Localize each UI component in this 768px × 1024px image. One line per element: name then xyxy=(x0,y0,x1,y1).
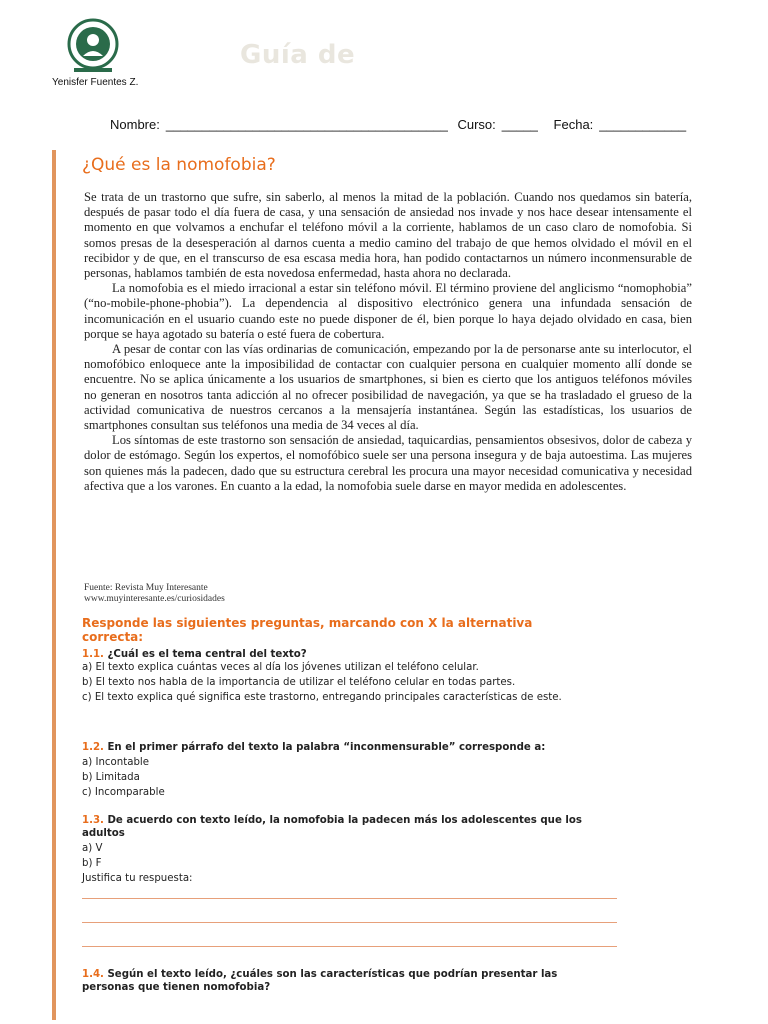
question-1-3 xyxy=(82,814,612,885)
course-label: Curso: xyxy=(457,117,496,132)
question-number: 1.3. xyxy=(82,815,104,826)
author-name: Yenisfer Fuentes Z. xyxy=(52,77,139,88)
course-field[interactable]: _____ xyxy=(501,117,538,132)
question-1-1 xyxy=(82,648,612,704)
answer-line[interactable] xyxy=(82,922,617,923)
question-number: 1.1. xyxy=(82,649,104,660)
article-paragraph: A pesar de contar con las vías ordinarias de comunicación, empezando por la de personarse ante su interlocutor, el nomofóbico enloquece ante la imposibilidad de contactar con cualquier persona en cualquier momento allí donde se encuentre. No se aplica únicamente a los usuarios de smartphones, si bien es cierto que los antiguos teléfonos móviles no generan en nosotros tanta adicción al no ofrecer posibilidad de navegación, ya que se ha trasladado el grueso de la actividad comunicativa de nuestros cercanos a la mensajería instantánea. Según las estadísticas, los usuarios de smartphones consultan sus teléfonos una media de 34 veces al día. xyxy=(84,342,692,433)
option-a[interactable]: a) El texto explica cuántas veces al día los jóvenes utilizan el teléfono celular. xyxy=(82,662,479,673)
article-source xyxy=(84,583,225,605)
question-title xyxy=(82,814,612,840)
question-text: En el primer párrafo del texto la palabra “inconmensurable” corresponde a: xyxy=(107,742,546,753)
article-body xyxy=(84,190,692,494)
article-paragraph: Se trata de un trastorno que sufre, sin saberlo, al menos la mitad de la población. Cuando nos quedamos sin batería, después de pasar todo el día fuera de casa, y una sensación de ansiedad nos invade y nos hace desear intensamente el momento en que volvamos a enchufar el teléfono móvil a la corriente, hablamos de un caso claro de nomofobia. Si somos presas de la desesperación al darnos cuenta a medio camino del trabajo de que hemos olvidado el móvil en el recibidor y de que, en el transcurso de esa escasa media hora, han podido contactarnos un número inconmensurable de personas, hablamos también de esta novedosa enfermedad, hasta ahora no declarada. xyxy=(84,190,692,281)
scan-edge xyxy=(52,150,56,1020)
instructions: Responde las siguientes preguntas, marcando con X la alternativa correcta: xyxy=(82,616,533,644)
option-c[interactable]: c) El texto explica qué significa este trastorno, entregando principales características de este. xyxy=(82,692,562,703)
school-logo xyxy=(64,18,122,74)
option-a[interactable]: a) Incontable xyxy=(82,757,150,768)
option-b[interactable]: b) El texto nos habla de la importancia de utilizar el teléfono celular en todas partes. xyxy=(82,677,516,688)
article-paragraph: Los síntomas de este trastorno son sensación de ansiedad, taquicardias, pensamientos obsesivos, dolor de cabeza y dolor de estómago. Según los expertos, el nomofóbico suele ser una persona insegura y de baja autoestima. Las mujeres son quienes más la padecen, dado que su estructura cerebral les procura una mayor necesidad comunicativa y necesidad afectiva que a los varones. En cuanto a la edad, la nomofobia suele darse en mayor medida en adolescentes. xyxy=(84,433,692,493)
source-url: www.muyinteresante.es/curiosidades xyxy=(84,594,225,604)
name-label: Nombre: xyxy=(110,117,160,132)
date-field[interactable]: ____________ xyxy=(599,117,687,132)
name-field[interactable]: _______________________________________ xyxy=(165,117,448,132)
question-title xyxy=(82,968,612,994)
question-text: Según el texto leído, ¿cuáles son las características que podrían presentar las personas que tienen nomofobia? xyxy=(82,969,558,993)
option-b[interactable]: b) F xyxy=(82,858,102,869)
question-title xyxy=(82,741,612,754)
article-paragraph: La nomofobia es el miedo irracional a estar sin teléfono móvil. El término proviene del anglicismo “nomophobia” (“no-mobile-phone-phobia”). La dependencia al dispositivo electrónico genera una infundada sensación de incomunicación en el usuario cuando este no puede disponer de él, bien porque lo haya dejado olvidado en casa, bien porque se haya agotado su batería o esté fuera de cobertura. xyxy=(84,281,692,341)
answer-line[interactable] xyxy=(82,946,617,947)
answer-line[interactable] xyxy=(82,898,617,899)
question-1-2 xyxy=(82,741,612,799)
date-label: Fecha: xyxy=(553,117,594,132)
source-name: Fuente: Revista Muy Interesante xyxy=(84,583,208,593)
option-b[interactable]: b) Limitada xyxy=(82,772,140,783)
guide-title: Guía de xyxy=(240,40,356,70)
justify-prompt: Justifica tu respuesta: xyxy=(82,873,193,884)
question-title xyxy=(82,648,612,661)
option-a[interactable]: a) V xyxy=(82,843,103,854)
option-c[interactable]: c) Incomparable xyxy=(82,787,165,798)
question-text: De acuerdo con texto leído, la nomofobia la padecen más los adolescentes que los adultos xyxy=(82,815,582,839)
question-1-4 xyxy=(82,968,612,994)
question-number: 1.2. xyxy=(82,742,104,753)
article-title: ¿Qué es la nomofobia? xyxy=(82,155,276,175)
student-info-line xyxy=(110,117,692,132)
question-text: ¿Cuál es el tema central del texto? xyxy=(107,649,307,660)
question-number: 1.4. xyxy=(82,969,104,980)
